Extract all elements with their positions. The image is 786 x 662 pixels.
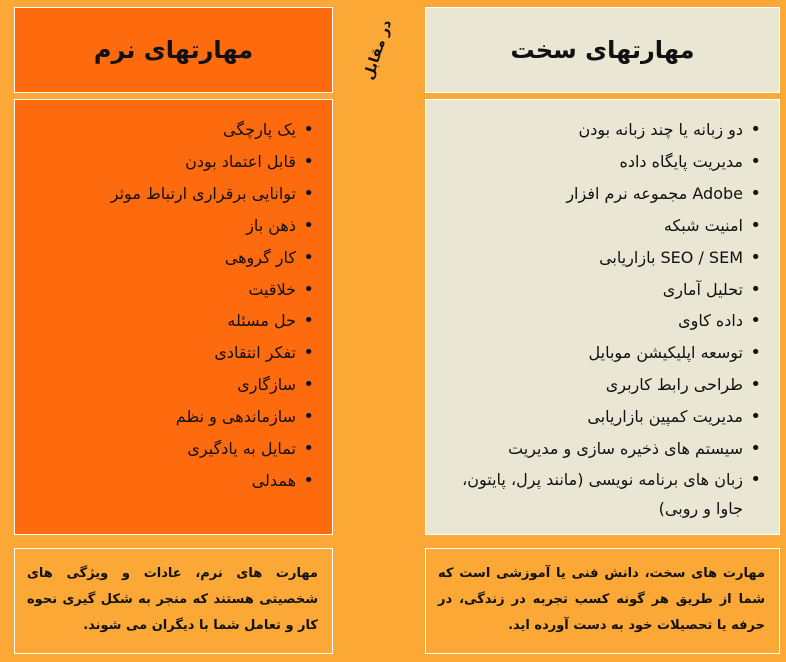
list-item: • حل مسئله [25, 305, 314, 337]
list-item: • مدیریت کمپین بازاریابی [436, 401, 761, 433]
soft-skills-panel [14, 99, 333, 535]
list-item: • کار گروهی [25, 242, 314, 274]
hard-skills-definition: مهارت های سخت، دانش فنی یا آموزشی است که شما از طریق هر گونه کسب تجربه در زندگی، در حرفه یا تحصیلات خود به دست آورده اید. [438, 566, 765, 633]
list-item: • Adobe مجموعه نرم افزار [436, 178, 761, 210]
list-item: • سازگاری [25, 369, 314, 401]
list-item: • یک پارچگی [25, 114, 314, 146]
list-item: • زبان های برنامه نویسی (مانند پرل، پایتون، جاوا و روبی) [436, 465, 761, 523]
list-item: • تمایل به یادگیری [25, 433, 314, 465]
hard-skills-list [436, 114, 761, 523]
list-item: • قابل اعتماد بودن [25, 146, 314, 178]
soft-skills-header [14, 7, 333, 93]
soft-skills-list [25, 114, 314, 497]
list-item: • مدیریت پایگاه داده [436, 146, 761, 178]
list-item: • داده کاوی [436, 305, 761, 337]
list-item: • سیستم های ذخیره سازی و مدیریت [436, 433, 761, 465]
list-item: • دو زبانه یا چند زبانه بودن [436, 114, 761, 146]
list-item: • سازماندهی و نظم [25, 401, 314, 433]
list-item: • همدلی [25, 465, 314, 497]
list-item: • امنیت شبکه [436, 210, 761, 242]
list-item: • توانایی برقراری ارتباط موثر [25, 178, 314, 210]
list-item: • ذهن باز [25, 210, 314, 242]
list-item: • تفکر انتقادی [25, 337, 314, 369]
hard-skills-title: مهارتهای سخت [510, 36, 695, 64]
list-item: • توسعه اپلیکیشن موبایل [436, 337, 761, 369]
soft-skills-title: مهارتهای نرم [93, 36, 254, 64]
list-item: • طراحی رابط کاربری [436, 369, 761, 401]
soft-skills-definition-box [14, 548, 333, 654]
versus-label: در مقابل [360, 18, 396, 82]
list-item: • خلاقیت [25, 274, 314, 306]
hard-skills-definition-box [425, 548, 780, 654]
soft-skills-definition: مهارت های نرم، عادات و ویژگی های شخصیتی هستند که منجر به شکل گیری نحوه کار و تعامل شما با دیگران می شوند. [27, 566, 318, 633]
list-item: • تحلیل آماری [436, 274, 761, 306]
hard-skills-panel [425, 99, 780, 535]
list-item: • SEO / SEM بازاریابی [436, 242, 761, 274]
hard-skills-header [425, 7, 780, 93]
